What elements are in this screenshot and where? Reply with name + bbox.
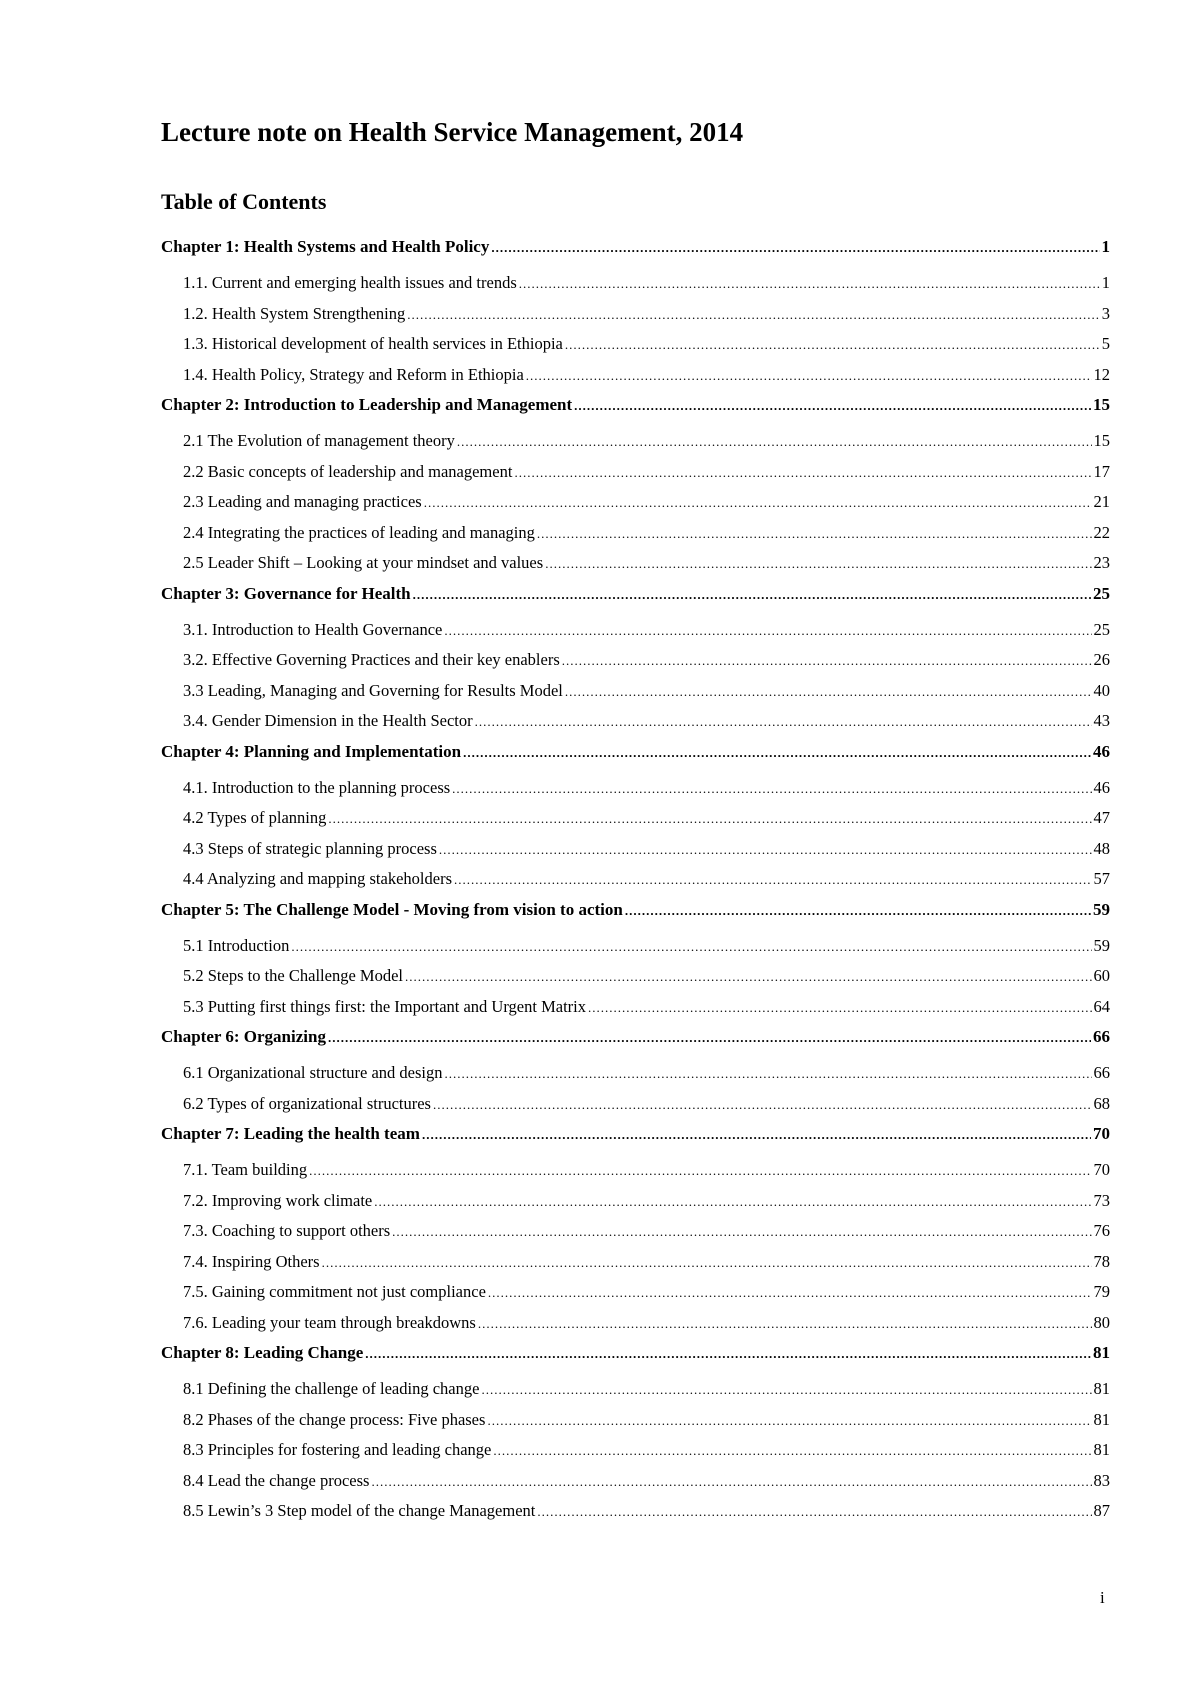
toc-entry-title: 1.4. Health Policy, Strategy and Reform in Ethiopia [183,364,524,384]
toc-dot-leader [562,647,1092,675]
toc-entry-title: Chapter 7: Leading the health team [161,1124,420,1143]
toc-dot-leader [475,708,1092,736]
toc-chapter-entry[interactable] [161,1339,1110,1375]
toc-entry-page: 46 [1093,741,1110,761]
toc-section-entry[interactable] [161,361,1110,392]
toc-dot-leader [481,1376,1091,1404]
toc-entry-page: 66 [1093,1027,1110,1046]
toc-entry-page: 43 [1093,711,1110,730]
toc-entry-title: 8.1 Defining the challenge of leading change [183,1379,480,1398]
toc-entry-page: 48 [1093,838,1110,858]
toc-dot-leader [445,1060,1092,1088]
toc-entry-title: 3.3 Leading, Managing and Governing for Results Model [183,680,563,700]
toc-entry-title: 8.2 Phases of the change process: Five phases [183,1409,486,1429]
toc-dot-leader [374,1188,1091,1216]
toc-section-entry[interactable] [161,549,1110,580]
toc-entry-title: 8.3 Principles for fostering and leading change [183,1440,492,1459]
toc-entry-page: 81 [1093,1409,1110,1429]
toc-entry-title: 1.1. Current and emerging health issues and trends [183,273,517,292]
toc-dot-leader [526,362,1092,390]
toc-section-entry[interactable] [161,1467,1110,1498]
toc-dot-leader [309,1157,1091,1185]
toc-section-entry[interactable] [161,993,1110,1024]
toc-entry-title: Chapter 2: Introduction to Leadership and Management [161,395,573,414]
toc-dot-leader [545,550,1091,578]
toc-dot-leader [392,1218,1091,1246]
toc-section-entry[interactable] [161,1497,1110,1528]
toc-dot-leader [328,1024,1091,1052]
toc-section-entry[interactable] [161,330,1110,361]
toc-entry-page: 47 [1093,808,1110,827]
toc-section-entry[interactable] [161,932,1110,963]
toc-entry-page: 12 [1093,364,1110,384]
toc-dot-leader [565,678,1092,706]
toc-dot-leader [405,963,1092,991]
toc-entry-title: 2.1 The Evolution of management theory [183,431,455,450]
toc-dot-leader [444,617,1091,645]
toc-section-entry[interactable] [161,616,1110,647]
toc-dot-leader [574,392,1091,420]
toc-chapter-entry[interactable] [161,896,1110,932]
toc-entry-title: 7.3. Coaching to support others [183,1221,391,1240]
toc-entry-title: 3.2. Effective Governing Practices and their key enablers [183,650,560,669]
toc-entry-title: 1.3. Historical development of health services in Ethiopia [183,334,563,353]
toc-section-entry[interactable] [161,1309,1110,1340]
toc-entry-title: 5.3 Putting first things first: the Important and Urgent Matrix [183,996,586,1016]
toc-section-entry[interactable] [161,646,1110,677]
toc-dot-leader [291,933,1091,961]
toc-dot-leader [491,234,1099,262]
toc-entry-page: 17 [1093,461,1110,481]
table-of-contents [161,233,1110,1528]
toc-entry-title: 4.2 Types of planning [183,808,327,827]
toc-entry-page: 87 [1093,1501,1110,1520]
toc-dot-leader [328,805,1091,833]
toc-entry-page: 22 [1093,522,1110,542]
toc-dot-leader [433,1091,1092,1119]
toc-dot-leader [537,520,1092,548]
toc-section-entry[interactable] [161,677,1110,708]
toc-dot-leader [407,301,1099,329]
toc-entry-title: 2.5 Leader Shift – Looking at your mindset and values [183,553,544,572]
toc-entry-page: 81 [1093,1343,1110,1362]
toc-section-entry[interactable] [161,269,1110,300]
document-title: Lecture note on Health Service Management, 2014 [161,117,744,147]
toc-section-entry[interactable] [161,1090,1110,1121]
toc-dot-leader [371,1468,1091,1496]
toc-section-entry[interactable] [161,519,1110,550]
toc-dot-leader [454,866,1092,894]
toc-section-entry[interactable] [161,1375,1110,1406]
toc-dot-leader [439,836,1092,864]
toc-entry-title: Chapter 1: Health Systems and Health Policy [161,237,490,256]
toc-section-entry[interactable] [161,1217,1110,1248]
toc-section-entry[interactable] [161,1059,1110,1090]
toc-entry-page: 15 [1093,431,1110,450]
toc-section-entry[interactable] [161,1436,1110,1467]
toc-entry-title: 5.2 Steps to the Challenge Model [183,966,403,985]
toc-dot-leader [422,1121,1091,1149]
toc-dot-leader [413,581,1091,609]
toc-entry-title: 7.2. Improving work climate [183,1190,373,1210]
toc-entry-title: 2.3 Leading and managing practices [183,492,422,511]
toc-section-entry[interactable] [161,427,1110,458]
toc-entry-title: Chapter 3: Governance for Health [161,583,411,603]
toc-chapter-entry[interactable] [161,738,1110,774]
toc-dot-leader [322,1249,1092,1277]
toc-entry-title: 8.5 Lewin’s 3 Step model of the change Management [183,1501,536,1520]
toc-section-entry[interactable] [161,774,1110,805]
toc-entry-page: 21 [1093,492,1110,511]
toc-entry-title: 6.1 Organizational structure and design [183,1063,443,1082]
toc-entry-page: 59 [1093,899,1110,919]
toc-entry-page: 5 [1101,334,1110,353]
toc-section-entry[interactable] [161,865,1110,896]
toc-entry-page: 40 [1093,680,1110,700]
toc-dot-leader [588,994,1092,1022]
toc-entry-page: 70 [1093,1124,1110,1143]
toc-entry-page: 60 [1093,966,1110,985]
toc-section-entry[interactable] [161,835,1110,866]
toc-dot-leader [365,1340,1091,1368]
toc-dot-leader [487,1407,1091,1435]
toc-dot-leader [488,1279,1092,1307]
toc-entry-page: 79 [1093,1282,1110,1301]
toc-entry-page: 83 [1093,1470,1110,1490]
toc-entry-page: 80 [1093,1312,1110,1332]
toc-entry-page: 66 [1093,1063,1110,1082]
toc-entry-page: 25 [1093,583,1110,603]
toc-section-entry[interactable] [161,1278,1110,1309]
toc-section-entry[interactable] [161,488,1110,519]
toc-section-entry[interactable] [161,1156,1110,1187]
toc-entry-page: 1 [1101,237,1110,256]
toc-chapter-entry[interactable] [161,1120,1110,1156]
toc-entry-page: 25 [1093,619,1110,639]
toc-entry-title: 7.4. Inspiring Others [183,1251,320,1271]
toc-entry-title: Chapter 6: Organizing [161,1027,326,1046]
toc-chapter-entry[interactable] [161,1023,1110,1059]
toc-entry-title: 2.2 Basic concepts of leadership and management [183,461,513,481]
toc-entry-title: 4.1. Introduction to the planning process [183,777,451,797]
toc-entry-page: 46 [1093,777,1110,797]
toc-entry-page: 70 [1093,1160,1110,1179]
toc-entry-title: 7.1. Team building [183,1160,308,1179]
toc-section-entry[interactable] [161,1406,1110,1437]
toc-entry-title: 2.4 Integrating the practices of leading and managing [183,522,535,542]
toc-entry-title: Chapter 4: Planning and Implementation [161,741,462,761]
toc-section-entry[interactable] [161,1248,1110,1279]
toc-dot-leader [625,897,1091,925]
toc-entry-page: 68 [1093,1093,1110,1113]
toc-section-entry[interactable] [161,300,1110,331]
toc-dot-leader [452,775,1091,803]
toc-entry-page: 23 [1093,553,1110,572]
toc-entry-title: 5.1 Introduction [183,935,290,955]
toc-chapter-entry[interactable] [161,580,1110,616]
toc-dot-leader [457,428,1092,456]
toc-entry-page: 64 [1093,996,1110,1016]
toc-chapter-entry[interactable] [161,391,1110,427]
toc-chapter-entry[interactable] [161,233,1110,269]
toc-entry-page: 76 [1093,1221,1110,1240]
page-number: i [1100,1588,1105,1607]
toc-dot-leader [463,739,1091,767]
toc-section-entry[interactable] [161,707,1110,738]
toc-entry-title: 4.4 Analyzing and mapping stakeholders [183,869,452,888]
toc-entry-page: 3 [1101,303,1110,323]
toc-section-entry[interactable] [161,458,1110,489]
toc-entry-title: 6.2 Types of organizational structures [183,1093,431,1113]
toc-entry-page: 81 [1093,1379,1110,1398]
toc-entry-page: 59 [1093,935,1110,955]
toc-dot-leader [537,1498,1091,1526]
toc-heading: Table of Contents [161,189,327,214]
toc-entry-title: 7.6. Leading your team through breakdowns [183,1312,476,1332]
toc-entry-title: 1.2. Health System Strengthening [183,303,406,323]
toc-entry-title: 3.4. Gender Dimension in the Health Sector [183,711,473,730]
toc-section-entry[interactable] [161,804,1110,835]
toc-entry-title: 4.3 Steps of strategic planning process [183,838,437,858]
toc-entry-page: 73 [1093,1190,1110,1210]
toc-entry-page: 1 [1101,273,1110,292]
toc-dot-leader [565,331,1100,359]
toc-entry-page: 57 [1093,869,1110,888]
toc-section-entry[interactable] [161,1187,1110,1218]
toc-entry-title: 8.4 Lead the change process [183,1470,370,1490]
toc-entry-page: 81 [1093,1440,1110,1459]
toc-dot-leader [514,459,1091,487]
toc-entry-page: 26 [1093,650,1110,669]
toc-entry-title: Chapter 5: The Challenge Model - Moving from vision to action [161,899,623,919]
toc-entry-title: 3.1. Introduction to Health Governance [183,619,443,639]
toc-section-entry[interactable] [161,962,1110,993]
toc-entry-title: 7.5. Gaining commitment not just compliance [183,1282,486,1301]
toc-entry-page: 78 [1093,1251,1110,1271]
toc-dot-leader [493,1437,1091,1465]
toc-entry-title: Chapter 8: Leading Change [161,1343,364,1362]
toc-dot-leader [424,489,1092,517]
toc-dot-leader [478,1310,1092,1338]
toc-dot-leader [519,270,1100,298]
toc-entry-page: 15 [1093,395,1110,414]
